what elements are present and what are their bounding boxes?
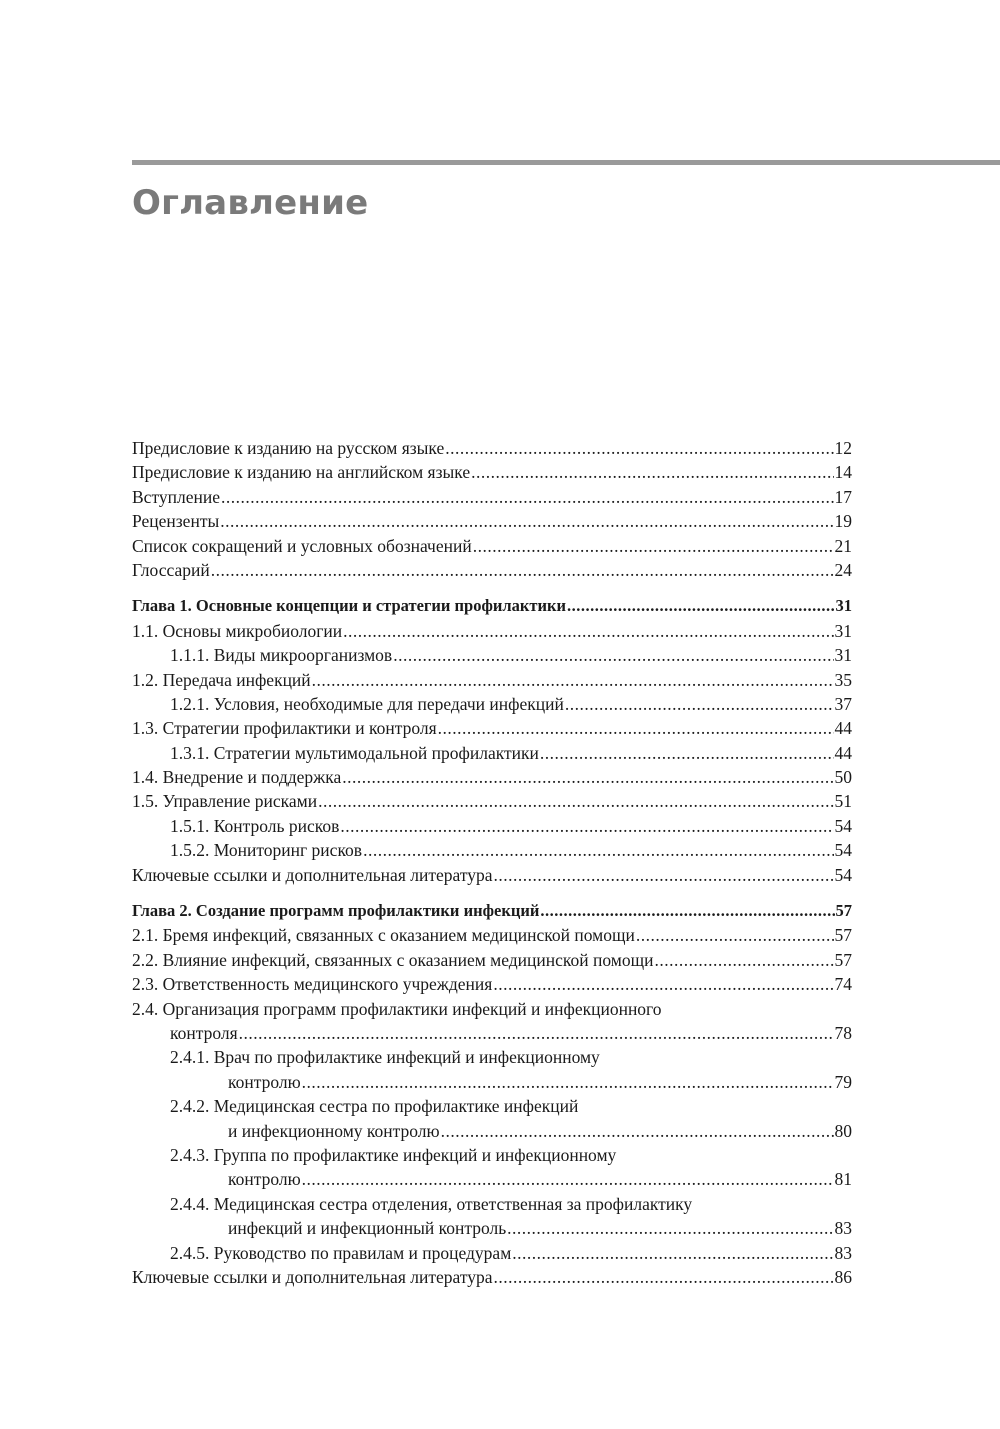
toc-page-number: 54 — [834, 815, 852, 836]
toc-subentry-multiline[interactable] — [132, 1192, 852, 1241]
toc-page-number: 19 — [834, 511, 852, 532]
leader-dots — [343, 619, 833, 643]
toc-page-number: 35 — [834, 669, 852, 690]
toc-page-number: 80 — [834, 1120, 852, 1141]
toc-page-number: 81 — [834, 1169, 852, 1190]
toc-entry-label: и инфекционному контролю — [228, 1120, 440, 1141]
toc-subentry[interactable] — [132, 1241, 852, 1265]
toc-page-number: 37 — [834, 693, 852, 714]
toc-entry-label: Глава 1. Основные концепции и стратегии профилактики — [132, 596, 567, 616]
toc-entry-label: Глоссарий — [132, 559, 210, 580]
leader-dots — [445, 436, 833, 460]
toc-page-number: 31 — [835, 596, 852, 616]
toc-entry-label-line1: 2.4. Организация программ профилактики инфекций и инфекционного — [132, 998, 662, 1019]
toc-entry-label: контроля — [170, 1022, 238, 1043]
toc-entry-label: инфекций и инфекционный контроль — [228, 1218, 507, 1239]
toc-page-number: 79 — [834, 1071, 852, 1092]
toc-entry[interactable] — [132, 948, 852, 972]
toc-entry[interactable] — [132, 558, 852, 582]
toc-entry[interactable] — [132, 923, 852, 947]
toc-page-number: 44 — [834, 718, 852, 739]
toc-entry-label: 1.2. Передача инфекций — [132, 669, 311, 690]
leader-dots — [494, 1265, 834, 1289]
leader-dots — [312, 668, 834, 692]
leader-dots — [393, 643, 833, 667]
toc-entry-label: 2.4.5. Руководство по правилам и процедурам — [170, 1242, 512, 1263]
toc-entry-label: Ключевые ссылки и дополнительная литература — [132, 1266, 493, 1287]
leader-dots — [493, 972, 833, 996]
toc-subentry[interactable] — [132, 741, 852, 765]
toc-page-number: 78 — [834, 1022, 852, 1043]
toc-page-number: 54 — [834, 864, 852, 885]
toc-chapter-heading[interactable] — [132, 594, 852, 618]
toc-entry-label: Ключевые ссылки и дополнительная литература — [132, 864, 493, 885]
toc-entry[interactable] — [132, 460, 852, 484]
page-title: Оглавление — [132, 183, 369, 223]
toc-entry[interactable] — [132, 1265, 852, 1289]
leader-dots — [302, 1070, 834, 1094]
header-rule — [132, 160, 1000, 165]
leader-dots — [441, 1119, 834, 1143]
toc-page-number: 12 — [834, 438, 852, 458]
leader-dots — [540, 741, 834, 765]
toc-entry-label: Список сокращений и условных обозначений — [132, 535, 472, 556]
table-of-contents — [132, 436, 852, 1289]
toc-page-number: 31 — [834, 620, 852, 641]
toc-entry-label-line1: 2.4.4. Медицинская сестра отделения, ответственная за профилактику — [170, 1193, 693, 1214]
toc-page-number: 50 — [834, 767, 852, 788]
toc-entry-multiline[interactable] — [132, 997, 852, 1046]
toc-entry-label-line1: 2.4.1. Врач по профилактике инфекций и инфекционному — [170, 1047, 600, 1068]
toc-entry-label: 1.5.1. Контроль рисков — [170, 815, 340, 836]
toc-entry-label: 2.1. Бремя инфекций, связанных с оказанием медицинской помощи — [132, 925, 635, 946]
toc-entry[interactable] — [132, 436, 852, 460]
toc-entry[interactable] — [132, 789, 852, 813]
toc-subentry[interactable] — [132, 814, 852, 838]
leader-dots — [473, 534, 834, 558]
toc-entry[interactable] — [132, 972, 852, 996]
toc-subentry[interactable] — [132, 692, 852, 716]
toc-page-number: 86 — [834, 1266, 852, 1287]
toc-entry-label-line1: 2.4.2. Медицинская сестра по профилактике инфекций — [170, 1096, 579, 1117]
leader-dots — [239, 1021, 834, 1045]
toc-page-number: 51 — [834, 791, 852, 812]
toc-subentry[interactable] — [132, 838, 852, 862]
leader-dots — [494, 863, 834, 887]
toc-entry-label: Предисловие к изданию на английском языке — [132, 462, 471, 483]
leader-dots — [507, 1216, 833, 1240]
toc-subentry-multiline[interactable] — [132, 1094, 852, 1143]
leader-dots — [340, 814, 833, 838]
toc-page-number: 44 — [834, 742, 852, 763]
toc-entry[interactable] — [132, 765, 852, 789]
toc-page-number: 74 — [834, 974, 852, 995]
toc-page-number: 17 — [834, 486, 852, 507]
toc-entry-label: Предисловие к изданию на русском языке — [132, 438, 445, 458]
toc-page-number: 57 — [835, 901, 852, 921]
toc-entry[interactable] — [132, 619, 852, 643]
toc-entry-label: 1.1. Основы микробиологии — [132, 620, 343, 641]
leader-dots — [512, 1241, 833, 1265]
toc-entry-label: 1.2.1. Условия, необходимые для передачи инфекций — [170, 693, 564, 714]
toc-entry-label: 1.5.2. Мониторинг рисков — [170, 840, 363, 861]
toc-entry-label: 2.3. Ответственность медицинского учреждения — [132, 974, 493, 995]
toc-entry-label: 1.5. Управление рисками — [132, 791, 318, 812]
toc-page-number: 14 — [834, 462, 852, 483]
leader-dots — [221, 485, 834, 509]
leader-dots — [540, 899, 834, 923]
toc-page-number: 83 — [834, 1242, 852, 1263]
toc-entry-label: 1.1.1. Виды микроорганизмов — [170, 645, 393, 666]
toc-entry-label-line1: 2.4.3. Группа по профилактике инфекций и инфекционному — [170, 1144, 617, 1165]
toc-subentry-multiline[interactable] — [132, 1045, 852, 1094]
toc-entry-label: контролю — [228, 1071, 301, 1092]
toc-entry-label: контролю — [228, 1169, 301, 1190]
toc-entry-label: Глава 2. Создание программ профилактики инфекций — [132, 901, 540, 921]
leader-dots — [567, 594, 834, 618]
toc-entry[interactable] — [132, 509, 852, 533]
toc-entry-label: 1.4. Внедрение и поддержка — [132, 767, 342, 788]
leader-dots — [302, 1167, 834, 1191]
toc-page-number: 21 — [834, 535, 852, 556]
leader-dots — [565, 692, 834, 716]
leader-dots — [211, 558, 834, 582]
toc-entry[interactable] — [132, 716, 852, 740]
toc-page-number: 31 — [834, 645, 852, 666]
leader-dots — [438, 716, 834, 740]
leader-dots — [220, 509, 833, 533]
leader-dots — [342, 765, 833, 789]
toc-subentry[interactable] — [132, 643, 852, 667]
toc-entry[interactable] — [132, 668, 852, 692]
leader-dots — [363, 838, 833, 862]
toc-entry[interactable] — [132, 863, 852, 887]
leader-dots — [654, 948, 833, 972]
toc-entry[interactable] — [132, 485, 852, 509]
toc-entry-label: 1.3. Стратегии профилактики и контроля — [132, 718, 437, 739]
toc-page-number: 57 — [834, 925, 852, 946]
toc-entry[interactable] — [132, 534, 852, 558]
leader-dots — [636, 923, 834, 947]
toc-entry-label: 2.2. Влияние инфекций, связанных с оказанием медицинской помощи — [132, 949, 654, 970]
toc-entry-label: 1.3.1. Стратегии мультимодальной профилактики — [170, 742, 539, 763]
leader-dots — [318, 789, 833, 813]
leader-dots — [471, 460, 833, 484]
toc-page-number: 24 — [834, 559, 852, 580]
toc-entry-label: Вступление — [132, 486, 220, 507]
toc-page-number: 54 — [834, 840, 852, 861]
toc-subentry-multiline[interactable] — [132, 1143, 852, 1192]
toc-entry-label: Рецензенты — [132, 511, 220, 532]
toc-page-number: 83 — [834, 1218, 852, 1239]
toc-page-number: 57 — [834, 949, 852, 970]
toc-chapter-heading[interactable] — [132, 899, 852, 923]
